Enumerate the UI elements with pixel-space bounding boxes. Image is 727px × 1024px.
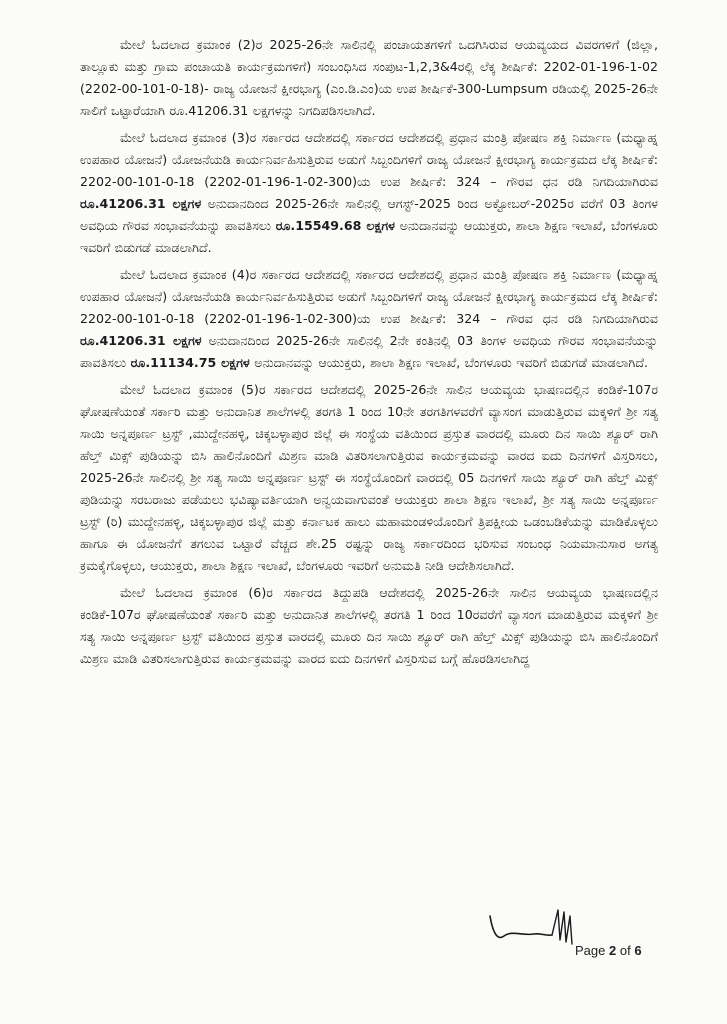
of-label: of [619,943,631,958]
amount-text: ರೂ.15549.68 ಲಕ್ಷಗಳ [275,218,396,233]
paragraph [80,379,658,577]
current-page: 2 [609,943,617,958]
paragraph [80,582,658,670]
paragraph [80,34,658,122]
paragraph-text: ಅನುದಾನದಿಂದ 2025-26ನೇ ಸಾಲಿನಲ್ಲಿ ಆಗಸ್ಟ್-2025 ರಿಂದ ಅಕ್ಟೋಬರ್-2025ರ ವರೆಗೆ 03 ತಿಂಗಳ ಅವಧಿಯ ಗೌರವ ಸಂಭಾವನೆಯನ್ನು ಪಾವತಿಸಲು [80,196,658,233]
amount-text: ರೂ.41206.31 ಲಕ್ಷಗಳ [80,333,202,348]
paragraph-text: ಅನುದಾನವನ್ನು ಆಯುಕ್ತರು, ಶಾಲಾ ಶಿಕ್ಷಣ ಇಲಾಖೆ, ಬೆಂಗಳೂರು ಇವರಿಗೆ ಬಿಡುಗಡೆ ಮಾಡಲಾಗಿದೆ. [80,218,659,255]
document-body [80,34,658,675]
page-label: Page [575,943,606,958]
signature-image [482,900,582,962]
paragraph-text: ಅನುದಾನದಿಂದ 2025-26ನೇ ಸಾಲಿನಲ್ಲಿ 2ನೇ ಕಂತಿನಲ್ಲಿ 03 ತಿಂಗಳ ಅವಧಿಯ ಗೌರವ ಸಂಭಾವನೆಯನ್ನು ಪಾವತಿಸಲು [80,333,658,370]
paragraph [80,264,658,374]
paragraph-text: ಮೇಲೆ ಓದಲಾದ ಕ್ರಮಾಂಕ (2)ರ 2025-26ನೇ ಸಾಲಿನಲ್ಲಿ ಪಂಚಾಯತಗಳಿಗೆ ಒದಗಿಸಿರುವ ಆಯವ್ಯಯದ ವಿವರಗಳಿಗೆ (ಜಿಲ್ಲಾ, ತಾಲ್ಲೂಕು ಮತ್ತು ಗ್ರಾಮ ಪಂಚಾಯತಿ ಕಾರ್ಯಕ್ರಮಗಳಿಗೆ) ಸಂಬಂಧಿಸಿದ ಸಂಪುಟ-1,2,3&4ರಲ್ಲಿ ಲೆಕ್ಕ ಶೀರ್ಷಿಕೆ: 2202-01-196-1-02 (2202-00-101-0-18)- ರಾಜ್ಯ ಯೋಜನೆ ಕ್ಷೀರಭಾಗ್ಯ (ಎಂ.ಡಿ.ಎಂ)ಯ ಉಪ ಶೀರ್ಷಿಕೆ-300-Lumpsum ರಡಿಯಲ್ಲಿ 2025-26ನೇ ಸಾಲಿಗೆ ಒಟ್ಟಾರೆಯಾಗಿ ರೂ.41206.31 ಲಕ್ಷಗಳನ್ನು ನಿಗದಿಪಡಿಸಲಾಗಿದೆ. [80,37,658,118]
amount-text: ರೂ.11134.75 ಲಕ್ಷಗಳ [130,355,250,370]
page-number-footer [575,943,642,958]
total-pages: 6 [634,943,642,958]
paragraph-text: ಮೇಲೆ ಓದಲಾದ ಕ್ರಮಾಂಕ (6)ರ ಸರ್ಕಾರದ ತಿದ್ದುಪಡಿ ಆದೇಶದಲ್ಲಿ 2025-26ನೇ ಸಾಲಿನ ಆಯವ್ಯಯ ಭಾಷಣದಲ್ಲಿನ ಕಂಡಿಕೆ-107ರ ಘೋಷಣೆಯಂತೆ ಸರ್ಕಾರಿ ಮತ್ತು ಅನುದಾನಿತ ಶಾಲೆಗಳಲ್ಲಿ ತರಗತಿ 1 ರಿಂದ 10ರವರೆಗೆ ವ್ಯಾಸಂಗ ಮಾಡುತ್ತಿರುವ ಮಕ್ಕಳಿಗೆ ಶ್ರೀ ಸತ್ಯ ಸಾಯಿ ಅನ್ನಪೂರ್ಣ ಟ್ರಸ್ಟ್ ವತಿಯಿಂದ ಪ್ರಸ್ತುತ ವಾರದಲ್ಲಿ ಮೂರು ದಿನ ಸಾಯಿ ಶ್ಯೂರ್ ರಾಗಿ ಹೆಲ್ತ್ ಮಿಕ್ಸ್ ಪುಡಿಯನ್ನು ಬಿಸಿ ಹಾಲಿನೊಂದಿಗೆ ಮಿಶ್ರಣ ಮಾಡಿ ವಿತರಿಸಲಾಗುತ್ತಿರುವ ಕಾರ್ಯಕ್ರಮವನ್ನು ವಾರದ ಐದು ದಿನಗಳಿಗೆ ವಿಸ್ತರಿಸುವ ಬಗ್ಗೆ ಹೊರಡಿಸಲಾಗಿದ್ದ [80,585,658,666]
paragraph-text: ಮೇಲೆ ಓದಲಾದ ಕ್ರಮಾಂಕ (4)ರ ಸರ್ಕಾರದ ಆದೇಶದಲ್ಲಿ ಸರ್ಕಾರದ ಆದೇಶದಲ್ಲಿ ಪ್ರಧಾನ ಮಂತ್ರಿ ಪೋಷಣ ಶಕ್ತಿ ನಿರ್ಮಾಣ (ಮಧ್ಯಾಹ್ನ ಉಪಹಾರ ಯೋಜನೆ) ಯೋಜನೆಯಡಿ ಕಾರ್ಯನಿರ್ವಹಿಸುತ್ತಿರುವ ಅಡುಗೆ ಸಿಬ್ಬಂದಿಗಳಿಗೆ ರಾಜ್ಯ ಯೋಜನೆ ಕ್ಷೀರಭಾಗ್ಯ ಕಾರ್ಯಕ್ರಮದ ಲೆಕ್ಕ ಶೀರ್ಷಿಕೆ: 2202-00-101-0-18 (2202-01-196-1-02-300)ಯ ಉಪ ಶೀರ್ಷಿಕೆ: 324 – ಗೌರವ ಧನ ರಡಿ ನಿಗದಿಯಾಗಿರುವ [80,267,658,326]
paragraph-text: ಮೇಲೆ ಓದಲಾದ ಕ್ರಮಾಂಕ (3)ರ ಸರ್ಕಾರದ ಆದೇಶದಲ್ಲಿ ಸರ್ಕಾರದ ಆದೇಶದಲ್ಲಿ ಪ್ರಧಾನ ಮಂತ್ರಿ ಪೋಷಣ ಶಕ್ತಿ ನಿರ್ಮಾಣ (ಮಧ್ಯಾಹ್ನ ಉಪಹಾರ ಯೋಜನೆ) ಯೋಜನೆಯಡಿ ಕಾರ್ಯನಿರ್ವಹಿಸುತ್ತಿರುವ ಅಡುಗೆ ಸಿಬ್ಬಂದಿಗಳಿಗೆ ರಾಜ್ಯ ಯೋಜನೆ ಕ್ಷೀರಭಾಗ್ಯ ಕಾರ್ಯಕ್ರಮದ ಲೆಕ್ಕ ಶೀರ್ಷಿಕೆ: 2202-00-101-0-18 (2202-01-196-1-02-300)ಯ ಉಪ ಶೀರ್ಷಿಕೆ: 324 – ಗೌರವ ಧನ ರಡಿ ನಿಗದಿಯಾಗಿರುವ [80,130,658,189]
paragraph [80,127,658,259]
paragraph-text: ಅನುದಾನವನ್ನು ಆಯುಕ್ತರು, ಶಾಲಾ ಶಿಕ್ಷಣ ಇಲಾಖೆ, ಬೆಂಗಳೂರು ಇವರಿಗೆ ಬಿಡುಗಡೆ ಮಾಡಲಾಗಿದೆ. [249,355,648,370]
amount-text: ರೂ.41206.31 ಲಕ್ಷಗಳ [80,196,202,211]
paragraph-text: ಮೇಲೆ ಓದಲಾದ ಕ್ರಮಾಂಕ (5)ರ ಸರ್ಕಾರದ ಆದೇಶದಲ್ಲಿ 2025-26ನೇ ಸಾಲಿನ ಆಯವ್ಯಯ ಭಾಷಣದಲ್ಲಿನ ಕಂಡಿಕೆ-107ರ ಘೋಷಣೆಯಂತೆ ಸರ್ಕಾರಿ ಮತ್ತು ಅನುದಾನಿತ ಶಾಲೆಗಳಲ್ಲಿ ತರಗತಿ 1 ರಿಂದ 10ನೇ ತರಗತಿಗಳವರೆಗೆ ವ್ಯಾಸಂಗ ಮಾಡುತ್ತಿರುವ ಮಕ್ಕಳಿಗೆ ಶ್ರೀ ಸತ್ಯ ಸಾಯಿ ಅನ್ನಪೂರ್ಣ ಟ್ರಸ್ಟ್ ,ಮುದ್ದೇನಹಳ್ಳಿ, ಚಿಕ್ಕಬಳ್ಳಾಪುರ ಜಿಲ್ಲೆ ಈ ಸಂಸ್ಥೆಯ ವತಿಯಿಂದ ಪ್ರಸ್ತುತ ವಾರದಲ್ಲಿ ಮೂರು ದಿನ ಸಾಯಿ ಶ್ಯೂರ್ ರಾಗಿ ಹೆಲ್ತ್ ಮಿಕ್ಸ್ ಪುಡಿಯನ್ನು ಬಿಸಿ ಹಾಲಿನೊಂದಿಗೆ ಮಿಶ್ರಣ ಮಾಡಿ ವಿತರಿಸಲಾಗುತ್ತಿರುವ ಕಾರ್ಯಕ್ರಮವನ್ನು ವಾರದ ಐದು ದಿನಗಳಿಗೆ ವಿಸ್ತರಿಸಲು, 2025-26ನೇ ಸಾಲಿನಲ್ಲಿ ಶ್ರೀ ಸತ್ಯ ಸಾಯಿ ಅನ್ನಪೂರ್ಣ ಟ್ರಸ್ಟ್ ಈ ಸಂಸ್ಥೆಯೊಂದಿಗೆ ವಾರದಲ್ಲಿ 05 ದಿನಗಳಿಗೆ ಸಾಯಿ ಶ್ಯೂರ್ ರಾಗಿ ಹೆಲ್ತ್ ಮಿಕ್ಸ್ ಪುಡಿಯನ್ನು ಸರಬರಾಜು ಪಡೆಯಲು ಭವಿಷ್ಯಾವರ್ತಿಯಾಗಿ ಅನ್ವಯವಾಗುವಂತೆ ಆಯುಕ್ತರು ಶಾಲಾ ಶಿಕ್ಷಣ ಇಲಾಖೆ, ಶ್ರೀ ಸತ್ಯ ಸಾಯಿ ಅನ್ನಪೂರ್ಣ ಟ್ರಸ್ಟ್ (ರಿ) ಮುದ್ದೇನಹಳ್ಳಿ, ಚಿಕ್ಕಬಳ್ಳಾಪುರ ಜಿಲ್ಲೆ ಮತ್ತು ಕರ್ನಾಟಕ ಹಾಲು ಮಹಾಮಂಡಳಿಯೊಂದಿಗೆ ತ್ರಿಪಕ್ಷೀಯ ಒಡಂಬಡಿಕೆಯನ್ನು ಮಾಡಿಕೊಳ್ಳಲು ಹಾಗೂ ಈ ಯೋಜನೆಗೆ ತಗಲುವ ಒಟ್ಟಾರೆ ವೆಚ್ಚದ ಶೇ.25 ರಷ್ಟನ್ನು ರಾಜ್ಯ ಸರ್ಕಾರದಿಂದ ಭರಿಸುವ ಸಂಬಂಧ ನಿಯಮಾನುಸಾರ ಅಗತ್ಯ ಕ್ರಮಕೈಗೊಳ್ಳಲು, ಆಯುಕ್ತರು, ಶಾಲಾ ಶಿಕ್ಷಣ ಇಲಾಖೆ, ಬೆಂಗಳೂರು ಇವರಿಗೆ ಅನುಮತಿ ನೀಡಿ ಆದೇಶಿಸಲಾಗಿದೆ. [80,382,658,573]
